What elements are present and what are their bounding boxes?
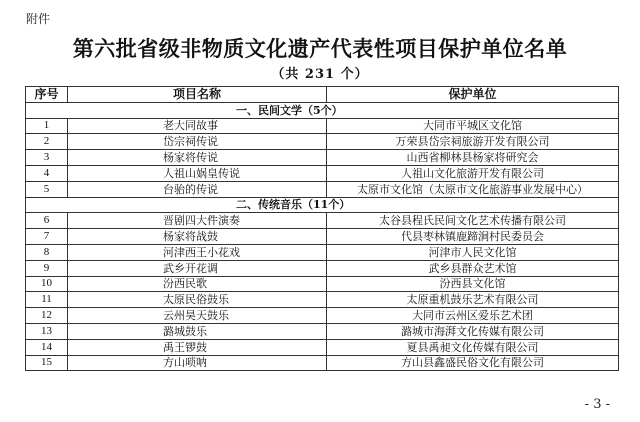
- row-index: 14: [26, 339, 68, 355]
- project-name: 杨家将战鼓: [68, 229, 327, 245]
- section-label: 一、民间文学（5个）: [26, 102, 619, 118]
- row-index: 8: [26, 244, 68, 260]
- project-name: 人祖山娲皇传说: [68, 165, 327, 181]
- table-row: [26, 292, 619, 308]
- row-index: 1: [26, 118, 68, 134]
- protection-unit-table: [25, 86, 619, 371]
- total-count: （共 231 个）: [271, 67, 369, 82]
- protection-unit: 大同市平城区文化馆: [327, 118, 619, 134]
- row-index: 15: [26, 355, 68, 371]
- protection-unit: 大同市云州区爱乐艺术团: [327, 308, 619, 324]
- row-index: 11: [26, 292, 68, 308]
- table-row: [26, 150, 619, 166]
- protection-unit: 万荣县岱宗祠旅游开发有限公司: [327, 134, 619, 150]
- section-row: [26, 197, 619, 213]
- row-index: 4: [26, 165, 68, 181]
- project-name: 岱宗祠传说: [68, 134, 327, 150]
- row-index: 3: [26, 150, 68, 166]
- project-name: 河津西王小花戏: [68, 244, 327, 260]
- project-name: 潞城鼓乐: [68, 323, 327, 339]
- project-name: 武乡开花调: [68, 260, 327, 276]
- section-label: 二、传统音乐（11个）: [26, 197, 619, 213]
- header-protection-unit: 保护单位: [327, 87, 619, 103]
- table-row: [26, 339, 619, 355]
- protection-unit: 方山县鑫盛民俗文化有限公司: [327, 355, 619, 371]
- protection-unit: 汾西县文化馆: [327, 276, 619, 292]
- project-name: 杨家将传说: [68, 150, 327, 166]
- row-index: 2: [26, 134, 68, 150]
- attachment-label: 附件: [26, 12, 51, 26]
- protection-unit: 代县枣林镇鹿蹄涧村民委员会: [327, 229, 619, 245]
- project-name: 台骀的传说: [68, 181, 327, 197]
- table-row: [26, 355, 619, 371]
- project-name: 方山唢呐: [68, 355, 327, 371]
- table-row: [26, 118, 619, 134]
- protection-unit: 潞城市海湃文化传媒有限公司: [327, 323, 619, 339]
- protection-unit: 太原重机鼓乐艺术有限公司: [327, 292, 619, 308]
- table-row: [26, 134, 619, 150]
- protection-unit: 太谷县程氏民间文化艺术传播有限公司: [327, 213, 619, 229]
- table-row: [26, 181, 619, 197]
- protection-unit: 夏县禹昶文化传媒有限公司: [327, 339, 619, 355]
- project-name: 禹王锣鼓: [68, 339, 327, 355]
- row-index: 5: [26, 181, 68, 197]
- protection-unit: 人祖山文化旅游开发有限公司: [327, 165, 619, 181]
- project-name: 汾西民歌: [68, 276, 327, 292]
- table-row: [26, 260, 619, 276]
- protection-unit: 山西省柳林县杨家将研究会: [327, 150, 619, 166]
- row-index: 10: [26, 276, 68, 292]
- table-header-row: [26, 87, 619, 103]
- page-number: - 3 -: [584, 397, 610, 412]
- project-name: 老大同故事: [68, 118, 327, 134]
- table-row: [26, 213, 619, 229]
- protection-unit: 武乡县群众艺术馆: [327, 260, 619, 276]
- row-index: 9: [26, 260, 68, 276]
- header-project-name: 项目名称: [68, 87, 327, 103]
- row-index: 13: [26, 323, 68, 339]
- row-index: 12: [26, 308, 68, 324]
- table-row: [26, 244, 619, 260]
- section-row: [26, 102, 619, 118]
- protection-unit: 太原市文化馆（太原市文化旅游事业发展中心）: [327, 181, 619, 197]
- project-name: 晋剧四大件演奏: [68, 213, 327, 229]
- table-row: [26, 276, 619, 292]
- table-row: [26, 165, 619, 181]
- project-name: 太原民俗鼓乐: [68, 292, 327, 308]
- project-name: 云州昊天鼓乐: [68, 308, 327, 324]
- table-row: [26, 229, 619, 245]
- table-row: [26, 308, 619, 324]
- protection-unit: 河津市人民文化馆: [327, 244, 619, 260]
- table-row: [26, 323, 619, 339]
- row-index: 6: [26, 213, 68, 229]
- document-title: 第六批省级非物质文化遗产代表性项目保护单位名单: [72, 37, 568, 61]
- row-index: 7: [26, 229, 68, 245]
- header-index: 序号: [26, 87, 68, 103]
